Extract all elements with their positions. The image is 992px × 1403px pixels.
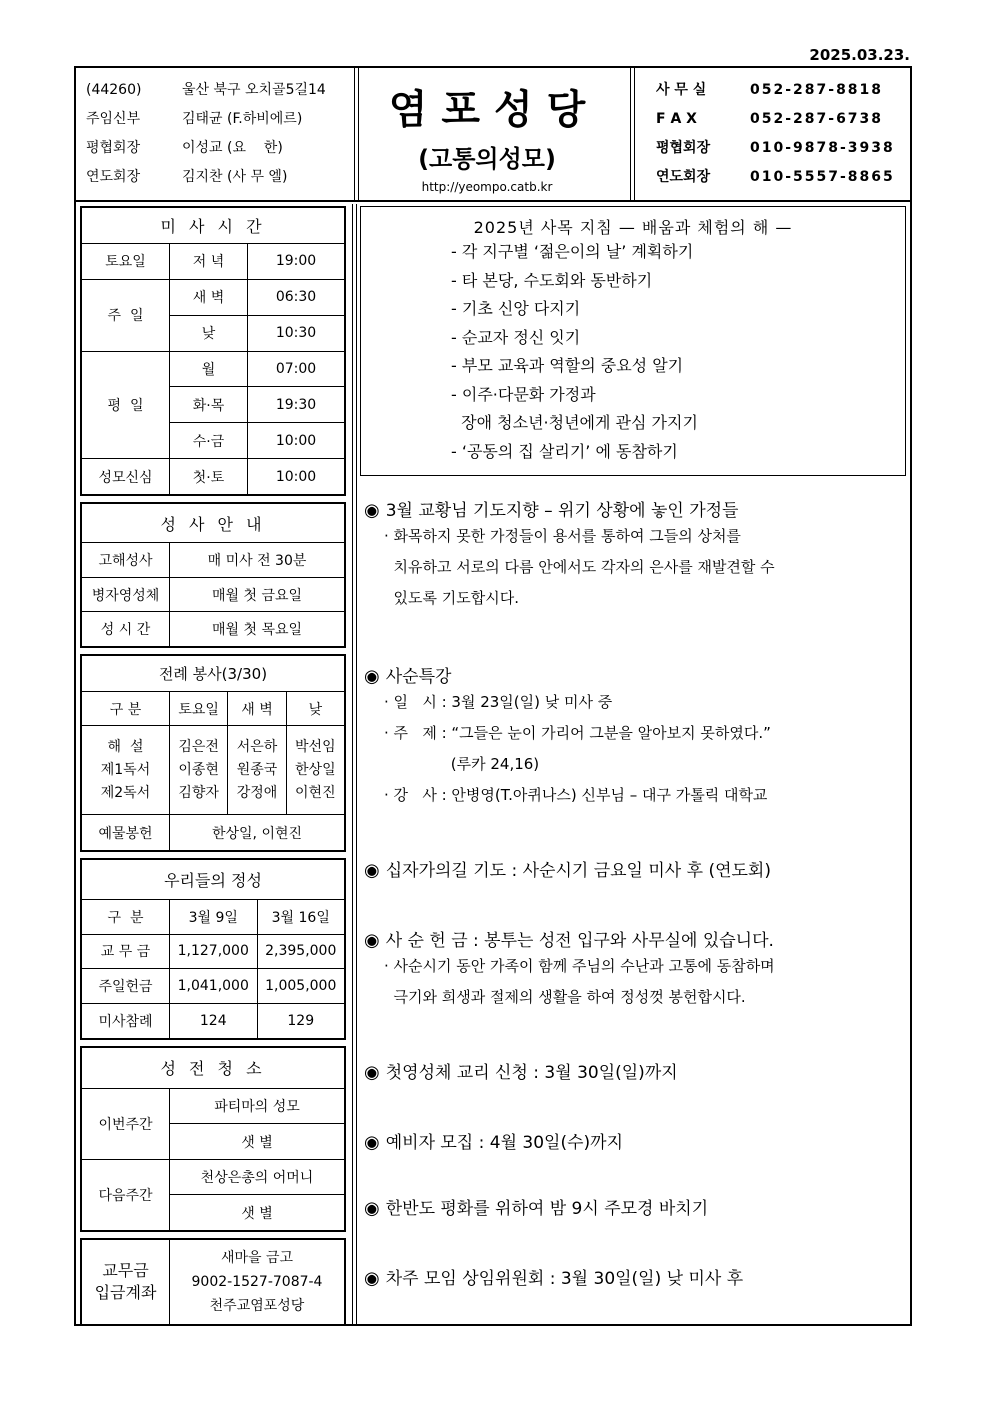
sacraments [80,502,346,648]
account-label: 교무금 입금계좌 [82,1240,170,1325]
parish-url[interactable]: http://yeompo.catb.kr [421,180,553,194]
contact-label: 사 무 실 [656,82,707,98]
contrib-value: 2,395,000 [257,934,345,969]
bullet-icon: ◉ [364,500,380,521]
parish-title: 염포성당 [388,87,600,133]
cleaning-duty [80,1046,346,1232]
notice-lent-offering [364,926,775,1013]
bank-account [80,1238,346,1326]
cleaning-title: 성 전 청 소 [82,1048,345,1089]
mass-time: 07:00 [248,351,345,387]
contact-label: F A X [656,111,697,127]
contact-number: 052-287-6738 [750,111,884,127]
parish-info [86,76,346,192]
pastor-name: 김태균 (F.하비에르) [182,111,303,127]
cleaning-group: 천상은총의 어머니 [170,1159,345,1195]
policy-item: - 각 지구별 ‘젊은이의 날’ 계획하기 [451,242,694,261]
policy-item: - 순교자 정신 잇기 [451,327,581,347]
bullet-icon: ◉ [364,1132,380,1153]
contrib-value: 124 [170,1004,258,1039]
notice-heading: 예비자 모집 : 4월 30일(수)까지 [385,1133,623,1153]
notice-catechumen [364,1128,623,1153]
contrib-head: 3월 9일 [170,899,258,934]
pastor-label: 주임신부 [86,111,141,127]
notice-body: · 화목하지 못한 가정들이 용서를 통하여 그들의 상처를 치유하고 서로의 다름 안에서도 각자의 은사를 재발견할 수 있도록 기도합시다. [384,527,775,607]
mass-day: 성모신심 [82,459,170,495]
mass-slot: 새 벽 [170,279,248,315]
contrib-value: 129 [257,1004,345,1039]
sacrament-time: 매월 첫 금요일 [170,577,345,612]
mass-day: 주 일 [82,279,170,351]
bullet-icon: ◉ [364,666,380,687]
sacrament-name: 성 시 간 [82,612,170,647]
mass-time: 19:30 [248,387,345,423]
policy-item: 장애 청소년·청년에게 관심 가지기 [451,413,698,432]
policy-title: 2025년 사목 지침 — 배움과 체험의 해 — [473,218,793,237]
mass-day: 평 일 [82,351,170,459]
bullet-icon: ◉ [364,1268,380,1289]
mass-time: 10:00 [248,459,345,495]
liturgy-sat: 김은전 이종현 김향자 [170,726,228,815]
contact-label: 연도회장 [656,169,711,185]
offering-label: 예물봉헌 [82,815,170,851]
notice-first-communion [364,1058,678,1083]
contact-label: 평협회장 [656,140,711,156]
yeondo-label: 연도회장 [86,169,141,185]
contact-number: 010-5557-8865 [750,169,895,185]
address: 울산 북구 오치골5길14 [182,82,326,98]
mass-time: 10:30 [248,315,345,351]
notice-lent-lecture [364,662,771,811]
liturgy-head: 구 분 [82,692,170,726]
cleaning-this-week-label: 이번주간 [82,1088,170,1159]
notice-peace-prayer [364,1194,708,1219]
contributions [80,858,346,1040]
sacrament-name: 고해성사 [82,543,170,578]
postal-code: (44260) [86,82,142,98]
contrib-label: 미사참례 [82,1004,170,1039]
council-name: 이성교 (요 한) [182,140,283,156]
bullet-icon: ◉ [364,930,380,951]
contrib-label: 교 무 금 [82,934,170,969]
liturgy-head: 낮 [286,692,344,726]
policy-item: - 부모 교육과 역할의 중요성 알기 [451,356,684,375]
notice-stations [364,856,771,881]
mass-slot: 화·목 [170,387,248,423]
notice-body: · 사순시기 동안 가족이 함께 주님의 수난과 고통에 동참하며 극기와 희생과 절제의 생활을 하여 정성껏 봉헌합시다. [384,957,775,1006]
bulletin-frame [74,66,912,1326]
contrib-value: 1,041,000 [170,969,258,1004]
account-details: 새마을 금고 9002-1527-7087-4 천주교염포성당 [170,1240,345,1325]
bullet-icon: ◉ [364,860,380,881]
mass-slot: 낮 [170,315,248,351]
yeondo-name: 김지찬 (사 무 엘) [182,169,288,185]
bullet-icon: ◉ [364,1062,380,1083]
mass-slot: 저 녁 [170,244,248,280]
sacrament-time: 매 미사 전 30분 [170,543,345,578]
notice-next-meeting [364,1264,743,1289]
contrib-label: 주일헌금 [82,969,170,1004]
cleaning-group: 샛 별 [170,1124,345,1160]
liturgy-service [80,654,346,852]
mass-slot: 수·금 [170,423,248,459]
notice-heading: 사 순 헌 금 : 봉투는 성전 입구와 사무실에 있습니다. [385,931,774,951]
notice-heading: 십자가의길 기도 : 사순시기 금요일 미사 후 (연도회) [385,861,771,881]
notice-body: · 일 시 : 3월 23일(일) 낮 미사 중 · 주 제 : “그들은 눈이 가리어 그분을 알아보지 못하였다.” (루카 24,16) · 강 사 : 안병영(T.아퀴나스) 신부님 – 대구 가톨릭 대학교 [384,693,771,804]
sacrament-time: 매월 첫 목요일 [170,612,345,647]
notice-heading: 차주 모임 상임위원회 : 3월 30일(일) 낮 미사 후 [385,1269,744,1289]
cleaning-group: 파티마의 성모 [170,1088,345,1124]
cleaning-next-week-label: 다음주간 [82,1159,170,1230]
mass-slot: 첫·토 [170,459,248,495]
policy-item: - 이주·다문화 가정과 [451,384,596,404]
liturgy-dawn: 서은하 원종국 강정애 [228,726,286,815]
liturgy-roles: 해 설 제1독서 제2독서 [82,726,170,815]
notice-heading: 첫영성체 교리 신청 : 3월 30일(일)까지 [385,1063,678,1083]
contrib-value: 1,005,000 [257,969,345,1004]
header [76,68,910,202]
mass-slot: 월 [170,351,248,387]
contrib-head: 구 분 [82,899,170,934]
liturgy-title: 전례 봉사(3/30) [82,656,345,692]
contact-number: 052-287-8818 [750,82,884,98]
sacrament-name: 병자영성체 [82,577,170,612]
policy-item: - ‘공동의 집 살리기’ 에 동참하기 [451,441,678,461]
mass-day: 토요일 [82,244,170,280]
pastoral-policy [360,206,906,476]
issue-date: 2025.03.23. [809,46,910,64]
contrib-head: 3월 16일 [257,899,345,934]
notice-heading: 사순특강 [385,667,452,687]
contrib-value: 1,127,000 [170,934,258,969]
contact-number: 010-9878-3938 [750,140,895,156]
mass-times-title: 미 사 시 간 [82,208,345,244]
sacraments-title: 성 사 안 내 [82,504,345,543]
notice-heading: 한반도 평화를 위하여 밤 9시 주모경 바치기 [385,1199,709,1219]
cleaning-group: 샛 별 [170,1195,345,1231]
liturgy-head: 새 벽 [228,692,286,726]
liturgy-noon: 박선임 한상일 이현진 [286,726,344,815]
notice-prayer-intention [364,496,775,614]
bullet-icon: ◉ [364,1198,380,1219]
policy-item: - 타 본당, 수도회와 동반하기 [451,270,653,290]
parish-title-block [356,68,618,202]
policy-item: - 기초 신앙 다지기 [451,299,581,318]
contrib-title: 우리들의 정성 [82,860,345,900]
contacts [656,76,906,192]
liturgy-head: 토요일 [170,692,228,726]
mass-time: 06:30 [248,279,345,315]
parish-subtitle: (고통의성모) [418,145,556,173]
mass-time: 19:00 [248,244,345,280]
mass-times [80,206,346,496]
mass-time: 10:00 [248,423,345,459]
council-label: 평협회장 [86,140,141,156]
offering-names: 한상일, 이현진 [170,815,345,851]
notice-heading: 3월 교황님 기도지향 – 위기 상황에 놓인 가정들 [385,501,739,521]
